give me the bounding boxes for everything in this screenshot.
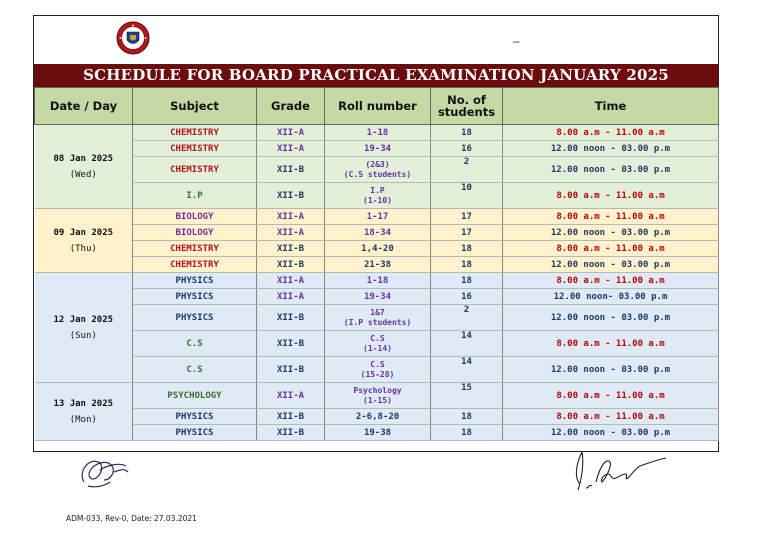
logo-row <box>34 16 718 64</box>
table-row <box>35 331 719 357</box>
roll-number-note: (1-14) <box>363 343 392 353</box>
students-count-cell: 17 <box>431 225 503 241</box>
time-cell: 8.00 a.m - 11.00 a.m <box>503 209 719 225</box>
date-cell <box>35 209 133 273</box>
date-cell <box>35 273 133 383</box>
subject-cell: PHYSICS <box>133 425 257 441</box>
grade-cell: XII-B <box>257 241 325 257</box>
roll-number: Psychology <box>353 385 402 395</box>
grade-cell: XII-B <box>257 305 325 331</box>
roll-number: 19-34 <box>363 143 392 154</box>
header-time: Time <box>503 88 719 125</box>
time-cell: 8.00 a.m - 11.00 a.m <box>503 125 719 141</box>
roll-number-cell <box>325 425 431 441</box>
roll-number-cell <box>325 257 431 273</box>
roll-number: 2-6,8-20 <box>355 411 400 422</box>
signature-left <box>74 452 134 492</box>
roll-number-note: (I.P students) <box>343 317 412 327</box>
table-row <box>35 141 719 157</box>
roll-number-cell <box>325 305 431 331</box>
time-cell: 12.00 noon - 03.00 p.m <box>503 425 719 441</box>
time-cell: 8.00 a.m - 11.00 a.m <box>503 383 719 409</box>
roll-number-cell <box>325 273 431 289</box>
subject-cell: PSYCHOLOGY <box>133 383 257 409</box>
time-cell: 8.00 a.m - 11.00 a.m <box>503 273 719 289</box>
subject-cell: PHYSICS <box>133 409 257 425</box>
table-row <box>35 383 719 409</box>
roll-number-cell <box>325 409 431 425</box>
roll-number-cell <box>325 357 431 383</box>
grade-cell: XII-A <box>257 383 325 409</box>
header-date-day: Date / Day <box>35 88 133 125</box>
header-grade: Grade <box>257 88 325 125</box>
table-row <box>35 425 719 441</box>
students-count-cell: 16 <box>431 141 503 157</box>
subject-cell: PHYSICS <box>133 273 257 289</box>
time-cell: 12.00 noon - 03.00 p.m <box>503 141 719 157</box>
grade-cell: XII-B <box>257 331 325 357</box>
table-row <box>35 225 719 241</box>
students-count-cell: 18 <box>431 409 503 425</box>
header-roll-number: Roll number <box>325 88 431 125</box>
roll-number-cell <box>325 157 431 183</box>
time-cell: 12.00 noon - 03.00 p.m <box>503 225 719 241</box>
grade-cell: XII-A <box>257 273 325 289</box>
table-row <box>35 409 719 425</box>
roll-number: 18-34 <box>363 227 392 238</box>
header-no-of-students: No. of students <box>431 88 503 125</box>
roll-number: 19-34 <box>363 291 392 302</box>
time-cell: 12.00 noon- 03.00 p.m <box>503 289 719 305</box>
exam-date: 08 Jan 2025 <box>53 153 114 164</box>
students-count-cell: 16 <box>431 289 503 305</box>
table-row <box>35 157 719 183</box>
subject-cell: CHEMISTRY <box>133 257 257 273</box>
table-row <box>35 209 719 225</box>
subject-cell: CHEMISTRY <box>133 125 257 141</box>
time-cell: 12.00 noon - 03.00 p.m <box>503 357 719 383</box>
exam-date: 09 Jan 2025 <box>53 227 114 238</box>
roll-number: 21-38 <box>363 259 392 270</box>
students-count-cell: 17 <box>431 209 503 225</box>
subject-cell: CHEMISTRY <box>133 157 257 183</box>
grade-cell: XII-A <box>257 125 325 141</box>
page-title: SCHEDULE FOR BOARD PRACTICAL EXAMINATION JANUARY 2025 <box>34 64 718 87</box>
time-cell: 8.00 a.m - 11.00 a.m <box>503 241 719 257</box>
roll-number: 1-18 <box>366 275 389 286</box>
grade-cell: XII-A <box>257 225 325 241</box>
time-cell: 8.00 a.m - 11.00 a.m <box>503 331 719 357</box>
subject-cell: CHEMISTRY <box>133 141 257 157</box>
roll-number-note: (15-28) <box>360 369 395 379</box>
roll-number-cell <box>325 141 431 157</box>
table-row <box>35 125 719 141</box>
exam-date: 13 Jan 2025 <box>53 398 114 409</box>
grade-cell: XII-A <box>257 209 325 225</box>
roll-number: (2&3) <box>365 159 390 169</box>
grade-cell: XII-B <box>257 257 325 273</box>
roll-number: 1-18 <box>366 127 389 138</box>
roll-number-note: (1-15) <box>363 395 392 405</box>
roll-number: C.S <box>370 333 385 343</box>
exam-day: (Thu) <box>69 243 97 254</box>
exam-day: (Wed) <box>69 169 97 180</box>
time-cell: 12.00 noon - 03.00 p.m <box>503 157 719 183</box>
table-header-row <box>35 88 719 125</box>
subject-cell: PHYSICS <box>133 305 257 331</box>
document-reference: ADM-033, Rev-0, Date: 27.03.2021 <box>66 514 197 523</box>
subject-cell: C.S <box>133 331 257 357</box>
grade-cell: XII-B <box>257 183 325 209</box>
students-count-cell: 2 <box>431 157 503 183</box>
exam-day: (Sun) <box>69 330 97 341</box>
subject-cell: BIOLOGY <box>133 209 257 225</box>
subject-cell: I.P <box>133 183 257 209</box>
students-count-cell: 18 <box>431 425 503 441</box>
grade-cell: XII-B <box>257 425 325 441</box>
schedule-table <box>34 87 719 441</box>
grade-cell: XII-B <box>257 357 325 383</box>
subject-cell: PHYSICS <box>133 289 257 305</box>
signature-right <box>566 444 676 498</box>
table-row <box>35 257 719 273</box>
roll-number-note: (C.S students) <box>343 169 412 179</box>
time-cell: 12.00 noon - 03.00 p.m <box>503 305 719 331</box>
schedule-sheet <box>33 15 719 452</box>
roll-number-cell <box>325 331 431 357</box>
roll-number: C.S <box>370 359 385 369</box>
roll-number-cell <box>325 241 431 257</box>
roll-number: I.P <box>370 185 385 195</box>
grade-cell: XII-B <box>257 157 325 183</box>
table-row <box>35 273 719 289</box>
school-crest-icon <box>116 21 150 55</box>
time-cell: 8.00 a.m - 11.00 a.m <box>503 409 719 425</box>
table-row <box>35 183 719 209</box>
students-count-cell: 14 <box>431 331 503 357</box>
grade-cell: XII-A <box>257 141 325 157</box>
roll-number: 1&7 <box>370 307 385 317</box>
students-count-cell: 18 <box>431 273 503 289</box>
students-count-cell: 15 <box>431 383 503 409</box>
exam-day: (Mon) <box>69 414 97 425</box>
table-row <box>35 357 719 383</box>
exam-date: 12 Jan 2025 <box>53 314 114 325</box>
roll-number-note: (1-10) <box>363 195 392 205</box>
students-count-cell: 18 <box>431 257 503 273</box>
subject-cell: CHEMISTRY <box>133 241 257 257</box>
students-count-cell: 18 <box>431 241 503 257</box>
students-count-cell: 18 <box>431 125 503 141</box>
grade-cell: XII-A <box>257 289 325 305</box>
roll-number-cell <box>325 225 431 241</box>
roll-number-cell <box>325 209 431 225</box>
subject-cell: C.S <box>133 357 257 383</box>
grade-cell: XII-B <box>257 409 325 425</box>
time-cell: 12.00 noon - 03.00 p.m <box>503 257 719 273</box>
roll-number-cell <box>325 125 431 141</box>
subject-cell: BIOLOGY <box>133 225 257 241</box>
table-row <box>35 289 719 305</box>
table-row <box>35 305 719 331</box>
students-count-cell: 14 <box>431 357 503 383</box>
roll-number: 1,4-20 <box>361 243 394 254</box>
date-cell <box>35 383 133 441</box>
header-dash: – <box>513 34 520 48</box>
students-count-cell: 10 <box>431 183 503 209</box>
header-subject: Subject <box>133 88 257 125</box>
students-count-cell: 2 <box>431 305 503 331</box>
roll-number: 1-17 <box>366 211 389 222</box>
time-cell: 8.00 a.m - 11.00 a.m <box>503 183 719 209</box>
roll-number-cell <box>325 289 431 305</box>
date-cell <box>35 125 133 209</box>
roll-number-cell <box>325 383 431 409</box>
roll-number: 19-38 <box>363 427 392 438</box>
table-row <box>35 241 719 257</box>
roll-number-cell <box>325 183 431 209</box>
